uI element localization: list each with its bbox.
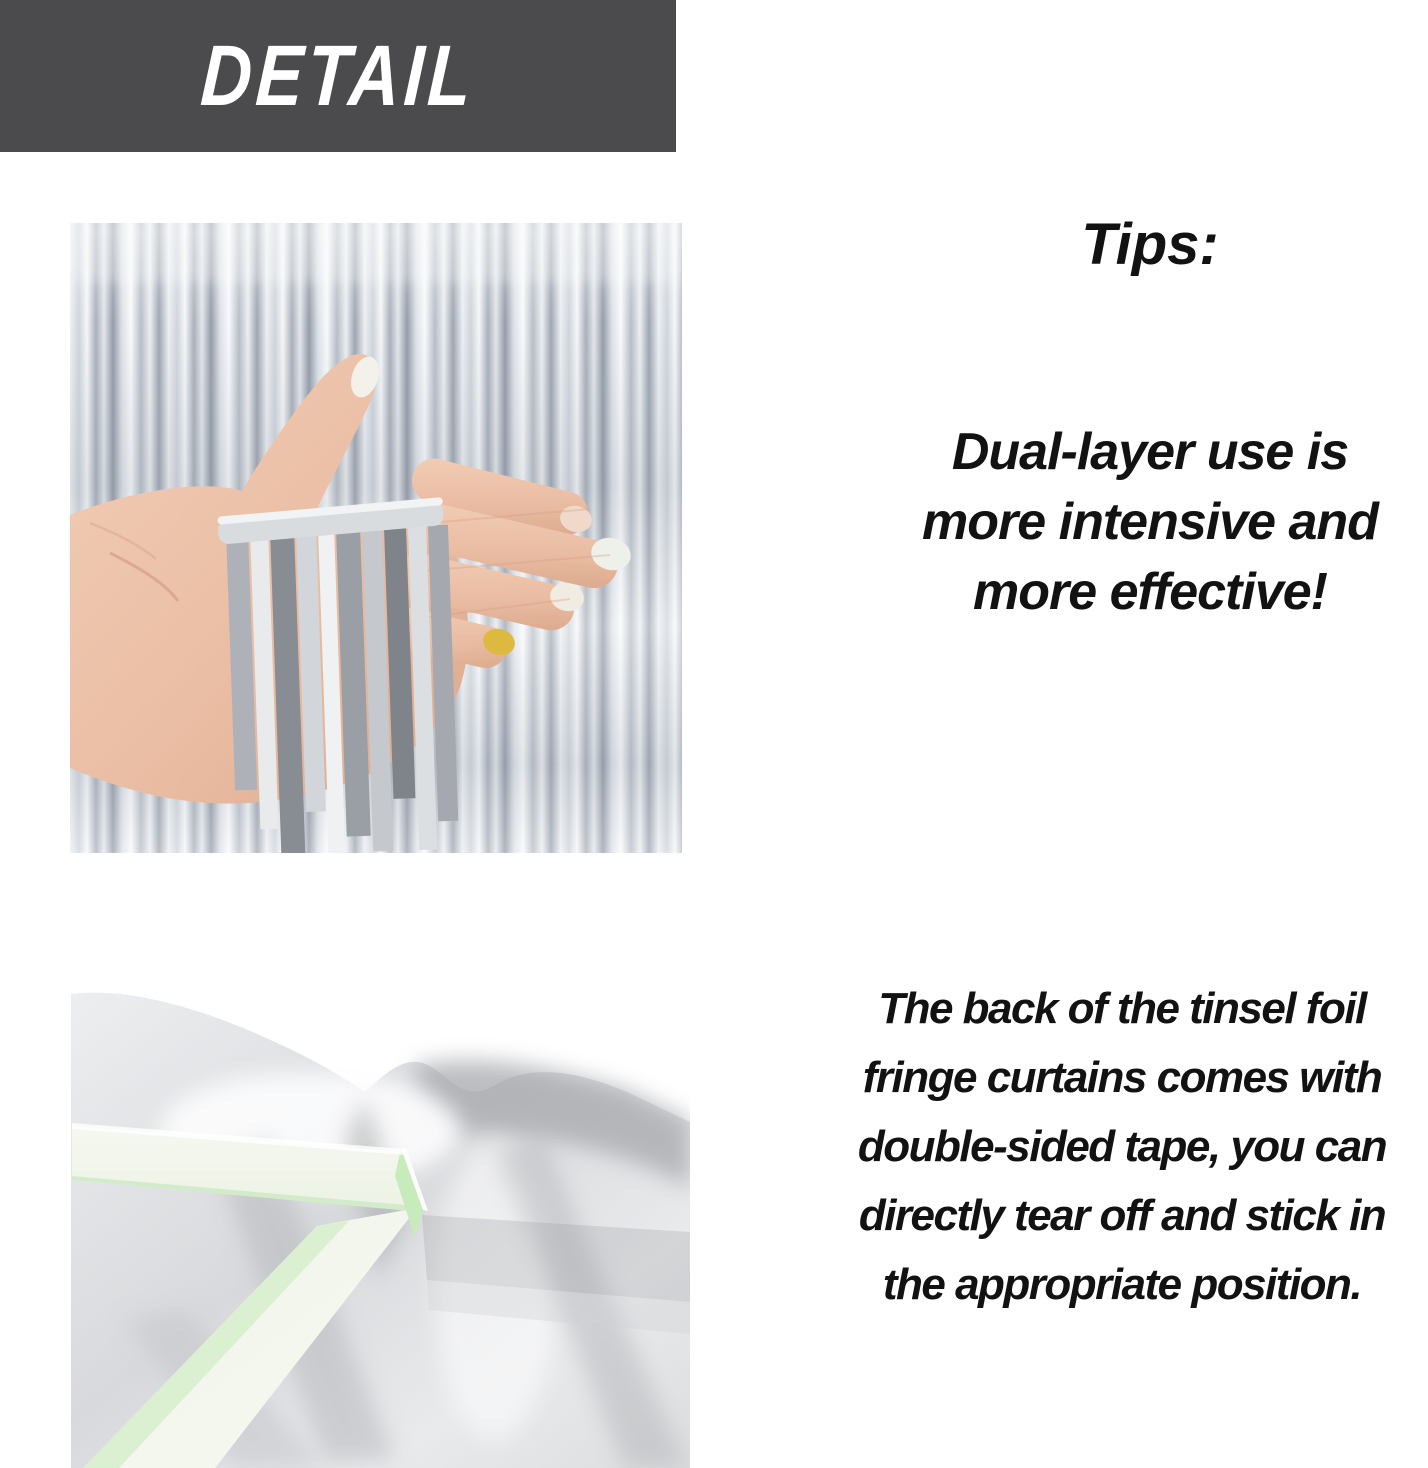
photo-curtain-back-with-tape: [65, 980, 690, 1468]
tips-heading: Tips:: [1081, 212, 1219, 277]
tips-line: Dual-layer use is: [951, 423, 1349, 481]
hand-and-foil-illustration: [70, 223, 682, 853]
instructions-line: The back of the tinsel foil: [878, 984, 1366, 1033]
instructions-line: fringe curtains comes with: [862, 1053, 1382, 1102]
tips-line: more effective!: [973, 563, 1327, 621]
tips-text: [880, 417, 1420, 627]
photo-hand-holding-fringe-curtain: [70, 223, 682, 853]
instructions-line: directly tear off and stick in: [858, 1191, 1386, 1240]
banner-title: DETAIL: [198, 27, 478, 124]
detail-banner: [0, 0, 676, 152]
foil-back-illustration: [65, 980, 690, 1468]
instructions-line: the appropriate position.: [882, 1260, 1362, 1309]
instructions-line: double-sided tape, you can: [857, 1122, 1387, 1171]
instructions-text: [842, 974, 1402, 1319]
tips-line: more intensive and: [922, 493, 1378, 551]
